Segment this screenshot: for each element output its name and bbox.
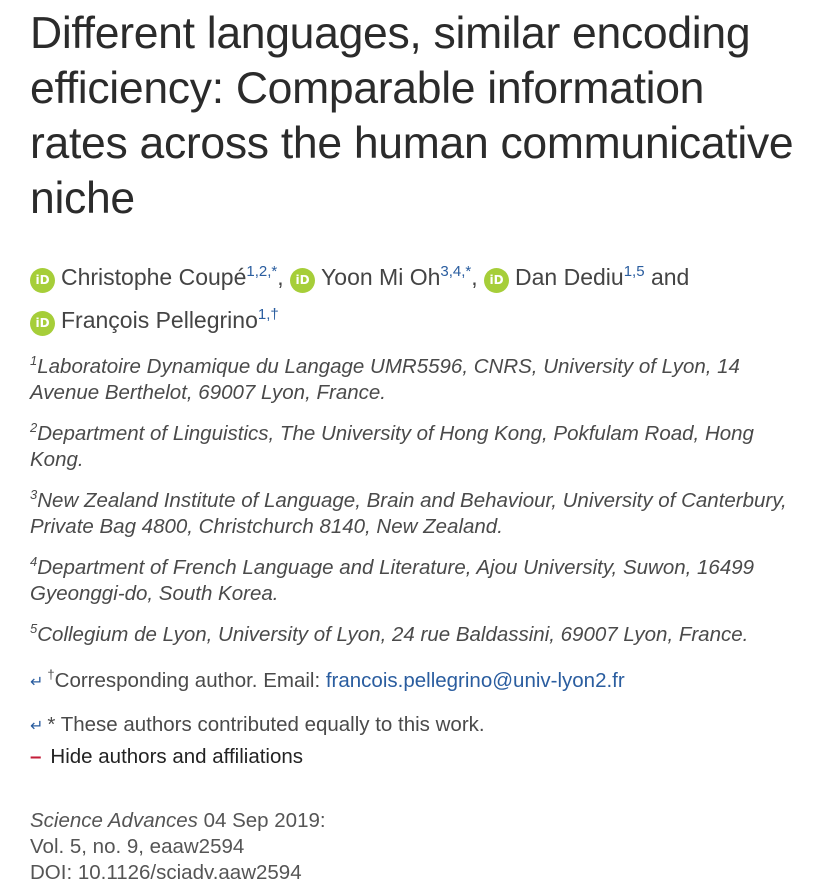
- affiliation-text: Department of Linguistics, The University of Hong Kong, Pokfulam Road, Hong Kong.: [30, 422, 754, 471]
- author-separator: ,: [471, 264, 485, 290]
- affiliation-item: [30, 354, 798, 406]
- orcid-icon[interactable]: iD: [30, 268, 55, 293]
- hide-authors-label: Hide authors and affiliations: [50, 745, 304, 768]
- collapse-dash-icon: –: [30, 745, 42, 768]
- author-1: [30, 264, 277, 290]
- affiliation-item: [30, 555, 798, 607]
- author-affiliation-refs: 1,2,*: [246, 263, 278, 280]
- corresponding-author-note: [30, 668, 798, 696]
- publication-date: 04 Sep 2019:: [197, 809, 326, 832]
- journal-name: Science Advances: [30, 809, 198, 832]
- return-icon[interactable]: ↵: [30, 674, 44, 691]
- citation-doi: DOI: 10.1126/sciadv.aaw2594: [30, 861, 302, 884]
- equal-contribution-note: [30, 712, 798, 740]
- author-affiliation-refs: 3,4,*: [440, 263, 472, 280]
- affiliation-item: [30, 622, 798, 648]
- author-separator: and: [644, 264, 690, 290]
- affiliation-text: New Zealand Institute of Language, Brain and Behaviour, University of Canterbury, Private Bag 4800, Christchurch 8140, New Zealand.: [30, 489, 787, 538]
- affiliation-number: 5: [30, 621, 38, 636]
- author-name[interactable]: Christophe Coupé: [61, 264, 247, 290]
- author-affiliation-refs: 1,5: [623, 263, 645, 280]
- affiliation-number: 4: [30, 554, 38, 569]
- affiliation-text: Department of French Language and Literature, Ajou University, Suwon, 16499 Gyeonggi-do, South Korea.: [30, 556, 755, 605]
- author-name[interactable]: François Pellegrino: [61, 307, 258, 333]
- orcid-icon[interactable]: iD: [290, 268, 315, 293]
- article-title: Different languages, similar encoding efficiency: Comparable information rates across the human communicative niche: [30, 9, 794, 223]
- author-separator: ,: [277, 264, 291, 290]
- author-2: [290, 264, 471, 290]
- author-affiliation-refs: 1,†: [257, 306, 279, 323]
- equal-contribution-text: * These authors contributed equally to this work.: [47, 713, 485, 736]
- article-header: [0, 6, 828, 886]
- orcid-icon[interactable]: iD: [30, 311, 55, 336]
- author-3: [484, 264, 645, 290]
- orcid-icon[interactable]: iD: [484, 268, 509, 293]
- citation-volume: Vol. 5, no. 9, eaaw2594: [30, 835, 245, 858]
- corresponding-marker: †: [47, 667, 55, 682]
- return-icon[interactable]: ↵: [30, 718, 44, 735]
- author-name[interactable]: Dan Dediu: [515, 264, 624, 290]
- author-list: [30, 256, 798, 342]
- affiliation-number: 3: [30, 487, 38, 502]
- corresponding-text: Corresponding author. Email:: [54, 669, 326, 692]
- affiliation-text: Collegium de Lyon, University of Lyon, 24 rue Baldassini, 69007 Lyon, France.: [37, 623, 749, 646]
- author-name[interactable]: Yoon Mi Oh: [321, 264, 441, 290]
- affiliation-list: [30, 354, 798, 648]
- affiliation-number: 2: [30, 420, 38, 435]
- hide-authors-toggle[interactable]: [30, 744, 798, 770]
- citation-line-journal: [30, 808, 798, 834]
- affiliation-item: [30, 421, 798, 473]
- corresponding-email-link[interactable]: francois.pellegrino@univ-lyon2.fr: [325, 669, 625, 692]
- affiliation-item: [30, 488, 798, 540]
- affiliation-number: 1: [30, 353, 38, 368]
- author-4: [30, 307, 279, 333]
- citation-block: [30, 808, 798, 886]
- affiliation-text: Laboratoire Dynamique du Langage UMR5596, CNRS, University of Lyon, 14 Avenue Berthelot, 69007 Lyon, France.: [30, 355, 740, 404]
